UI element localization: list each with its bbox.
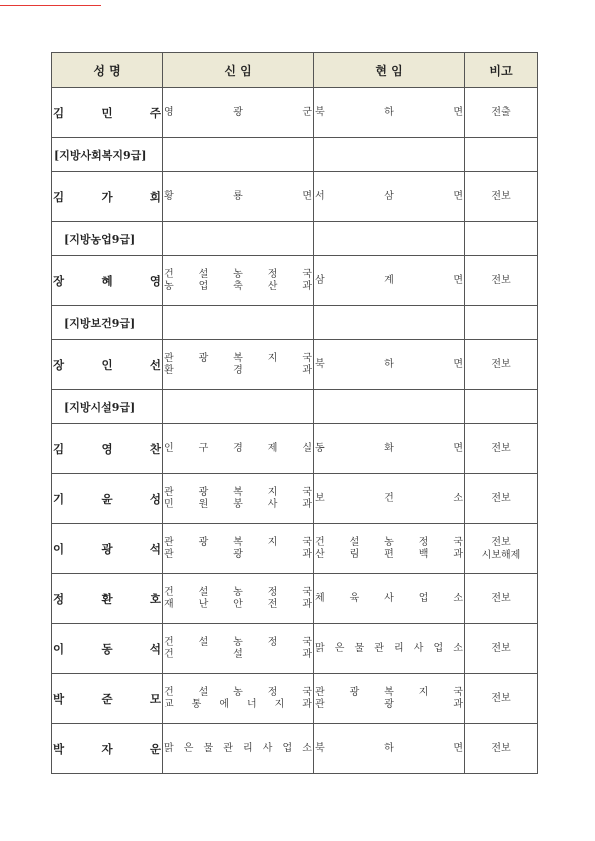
note-cell xyxy=(465,624,538,674)
note-text: 전보 xyxy=(491,275,511,286)
grade-empty-note xyxy=(465,222,538,256)
person-name: 이 광 석 xyxy=(53,541,161,556)
note-cell xyxy=(465,172,538,222)
person-name: 박 준 모 xyxy=(53,691,161,706)
current-post-cell xyxy=(314,256,465,306)
name-cell xyxy=(52,340,163,390)
table-body xyxy=(52,88,538,774)
grade-empty-current xyxy=(314,390,465,424)
current-post-line: 북 하 면 xyxy=(315,358,463,370)
name-cell xyxy=(52,724,163,774)
table-row xyxy=(52,724,538,774)
new-post-cell xyxy=(163,724,314,774)
new-post-line: 관 광 복 지 국 xyxy=(164,352,312,364)
name-cell xyxy=(52,474,163,524)
current-post-line: 동 화 면 xyxy=(315,442,463,454)
current-post-cell xyxy=(314,724,465,774)
current-post-cell xyxy=(314,340,465,390)
grade-row xyxy=(52,390,538,424)
note-text: 전보 xyxy=(491,743,511,754)
note-cell xyxy=(465,574,538,624)
current-post-line: 맑 은 물 관 리 사 업 소 xyxy=(315,642,463,654)
corner-mark-line xyxy=(0,5,101,6)
current-post-cell xyxy=(314,574,465,624)
new-post-line: 인 구 경 제 실 xyxy=(164,442,312,454)
current-post-line: 관 광 과 xyxy=(315,698,463,710)
current-post-cell xyxy=(314,88,465,138)
note-cell xyxy=(465,524,538,574)
new-post-cell xyxy=(163,424,314,474)
header-new-post: 신 임 xyxy=(163,53,314,88)
new-post-line: 건 설 과 xyxy=(164,648,312,660)
person-name: 박 자 운 xyxy=(53,741,161,756)
grade-empty-current xyxy=(314,138,465,172)
grade-cell xyxy=(52,138,163,172)
name-cell xyxy=(52,574,163,624)
new-post-line: 교 통 에 너 지 과 xyxy=(164,698,312,710)
header-name: 성 명 xyxy=(52,53,163,88)
table-row xyxy=(52,524,538,574)
name-cell xyxy=(52,674,163,724)
grade-row xyxy=(52,222,538,256)
grade-label: [지방농업9급] xyxy=(64,232,136,246)
grade-label: [지방시설9급] xyxy=(64,400,136,414)
table-row xyxy=(52,340,538,390)
grade-empty-note xyxy=(465,390,538,424)
header-note: 비고 xyxy=(465,53,538,88)
note-text: 전출 xyxy=(491,107,511,118)
note-cell xyxy=(465,88,538,138)
person-name: 김 영 찬 xyxy=(53,441,161,456)
table-row xyxy=(52,474,538,524)
name-cell xyxy=(52,524,163,574)
new-post-cell xyxy=(163,474,314,524)
grade-empty-new xyxy=(163,138,314,172)
note-text: 시보해제 xyxy=(481,549,521,561)
grade-empty-new xyxy=(163,390,314,424)
new-post-line: 민 원 봉 사 과 xyxy=(164,498,312,510)
new-post-cell xyxy=(163,674,314,724)
table-row xyxy=(52,574,538,624)
current-post-line: 건 설 농 정 국 xyxy=(315,536,463,548)
note-cell xyxy=(465,474,538,524)
name-cell xyxy=(52,624,163,674)
new-post-cell xyxy=(163,88,314,138)
name-cell xyxy=(52,424,163,474)
new-post-cell xyxy=(163,172,314,222)
new-post-cell xyxy=(163,574,314,624)
new-post-line: 황 룡 면 xyxy=(164,190,312,202)
grade-cell xyxy=(52,390,163,424)
new-post-line: 건 설 농 정 국 xyxy=(164,586,312,598)
header-current-post: 현 임 xyxy=(314,53,465,88)
new-post-cell xyxy=(163,624,314,674)
table-row xyxy=(52,674,538,724)
note-text: 전보 xyxy=(491,536,511,548)
grade-empty-new xyxy=(163,306,314,340)
current-post-line: 관 광 복 지 국 xyxy=(315,686,463,698)
table-row xyxy=(52,256,538,306)
current-post-line: 산 림 편 백 과 xyxy=(315,548,463,560)
person-name: 장 인 선 xyxy=(53,357,161,372)
table-header-row xyxy=(52,53,538,88)
person-name: 김 가 희 xyxy=(53,189,161,204)
name-cell xyxy=(52,172,163,222)
person-name: 정 환 호 xyxy=(53,591,161,606)
person-name: 기 윤 성 xyxy=(53,491,161,506)
new-post-line: 건 설 농 정 국 xyxy=(164,268,312,280)
grade-label: [지방보건9급] xyxy=(64,316,136,330)
note-text: 전보 xyxy=(491,493,511,504)
current-post-cell xyxy=(314,674,465,724)
grade-label: [지방사회복지9급] xyxy=(54,148,147,162)
person-name: 장 혜 영 xyxy=(53,273,161,288)
current-post-cell xyxy=(314,624,465,674)
note-text: 전보 xyxy=(491,593,511,604)
current-post-cell xyxy=(314,424,465,474)
grade-empty-note xyxy=(465,138,538,172)
note-text: 전보 xyxy=(491,191,511,202)
current-post-line: 북 하 면 xyxy=(315,742,463,754)
note-cell xyxy=(465,674,538,724)
new-post-line: 재 난 안 전 과 xyxy=(164,598,312,610)
new-post-line: 관 광 복 지 국 xyxy=(164,486,312,498)
new-post-cell xyxy=(163,340,314,390)
grade-row xyxy=(52,138,538,172)
current-post-line: 삼 계 면 xyxy=(315,274,463,286)
grade-cell xyxy=(52,222,163,256)
note-cell xyxy=(465,724,538,774)
current-post-cell xyxy=(314,474,465,524)
new-post-line: 건 설 농 정 국 xyxy=(164,686,312,698)
table-row xyxy=(52,424,538,474)
table-row xyxy=(52,172,538,222)
note-text: 전보 xyxy=(491,693,511,704)
new-post-cell xyxy=(163,524,314,574)
note-text: 전보 xyxy=(491,359,511,370)
new-post-line: 맑 은 물 관 리 사 업 소 xyxy=(164,742,312,754)
new-post-line: 관 광 복 지 국 xyxy=(164,536,312,548)
note-cell xyxy=(465,340,538,390)
grade-cell xyxy=(52,306,163,340)
grade-empty-current xyxy=(314,306,465,340)
current-post-cell xyxy=(314,524,465,574)
new-post-line: 환 경 과 xyxy=(164,364,312,376)
current-post-line: 북 하 면 xyxy=(315,106,463,118)
grade-empty-new xyxy=(163,222,314,256)
person-name: 이 동 석 xyxy=(53,641,161,656)
current-post-cell xyxy=(314,172,465,222)
new-post-line: 농 업 축 산 과 xyxy=(164,280,312,292)
new-post-line: 영 광 군 xyxy=(164,106,312,118)
grade-row xyxy=(52,306,538,340)
person-name: 김 민 주 xyxy=(53,105,161,120)
name-cell xyxy=(52,256,163,306)
grade-empty-current xyxy=(314,222,465,256)
name-cell xyxy=(52,88,163,138)
new-post-line: 관 광 과 xyxy=(164,548,312,560)
grade-empty-note xyxy=(465,306,538,340)
note-cell xyxy=(465,424,538,474)
note-text: 전보 xyxy=(491,643,511,654)
note-cell xyxy=(465,256,538,306)
table-row xyxy=(52,624,538,674)
personnel-table xyxy=(51,52,538,774)
new-post-cell xyxy=(163,256,314,306)
current-post-line: 보 건 소 xyxy=(315,492,463,504)
note-text: 전보 xyxy=(491,443,511,454)
current-post-line: 체 육 사 업 소 xyxy=(315,592,463,604)
new-post-line: 건 설 농 정 국 xyxy=(164,636,312,648)
current-post-line: 서 삼 면 xyxy=(315,190,463,202)
table-row xyxy=(52,88,538,138)
